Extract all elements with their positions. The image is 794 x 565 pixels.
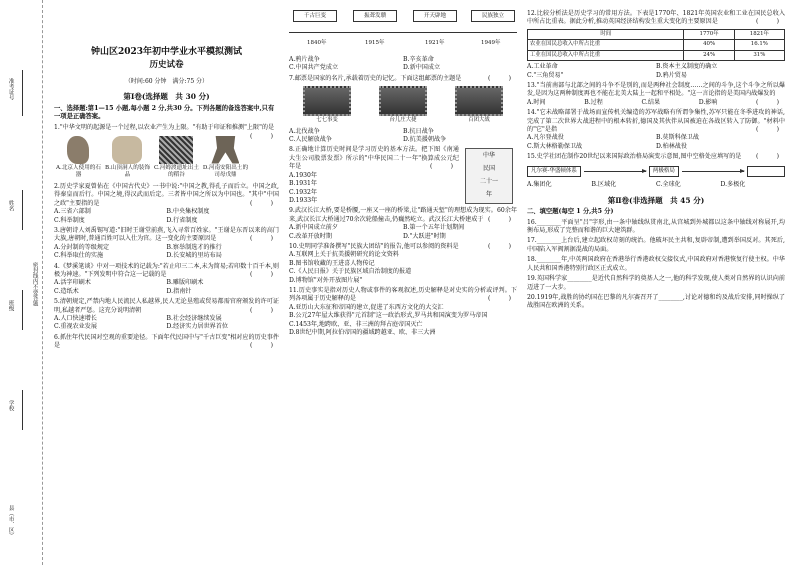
- q9-options: A.新中国成立前夕 B.第一个五年计划期间 C.改革开放时期 D."大跃进"时期: [289, 224, 465, 240]
- flow-blank-box: [747, 166, 785, 177]
- school-line: [22, 390, 23, 430]
- question-20: 20.1919年,战胜的协约国在巴黎的凡尔赛召开了________,讨论对德和约及战后安排,同时操纵了战胜国在欧洲的关系。: [527, 293, 785, 310]
- timeline-box-4: 民族独立: [471, 10, 515, 22]
- column-3: [527, 10, 785, 311]
- question-6: 6.抓住年代民国对空观的重要途径。下面年代民国中与"千古巨变"相对应的历史事件是 ( ): [54, 333, 279, 350]
- q14-options: A.凡尔登战役 B.莫斯科保卫战 C.斯大林格勒保卫战 D.柏林战役: [527, 134, 699, 150]
- part1-title: 第Ⅰ卷(选择题 共 30 分): [123, 92, 210, 102]
- timeline-year-1: 1840年: [307, 40, 327, 46]
- question-16: 16.________平面呈"吕"字形,由一条中轴线纵贯南北,从宫城到外城都以这条中轴线对称展开,均衡布局,形成了完整而和谐的巨大建筑群。: [527, 218, 785, 235]
- q4-options: A.活字印刷术 B.雕版印刷术 C.造纸术 D.指南针: [54, 279, 204, 295]
- question-18: 18.________年,中英两国政府在香港举行香港政权交接仪式,中国政府对香港恢复行使主权。中华人民共和国香港特别行政区正式成立。: [527, 256, 785, 272]
- stamp-1: 七七事变: [299, 86, 355, 124]
- q1-image-a: A.北京人使用的石器: [54, 136, 103, 180]
- q1-image-c: C.河姆渡遗址出土的稻谷: [152, 136, 201, 180]
- part2-title: 第Ⅱ卷(非选择题 共 45 分): [607, 195, 705, 205]
- q2-options: A.三省六部制 B.中央集权制度 C.科举制度 D.行省制度: [54, 208, 210, 224]
- table-header: 1770年: [684, 29, 734, 39]
- question-5: 5.清朝规定,严禁内地人民流民人私越界,民人无论垦殖或贸易都需官府颁发的许可证明,私越者严惩。这充分说明清朝 ( ) A.人口快速增长 B.社会经济继续发展 C.重视农业发展 D.经济实力居世界首位: [54, 298, 279, 331]
- flow-box-1: 凡尔赛-华盛顿体系: [527, 166, 581, 178]
- exam-meta: （时间:60 分钟 满分:75 分）: [124, 78, 209, 86]
- name-label: 姓名: [7, 200, 14, 211]
- timeline-year-4: 1949年: [481, 40, 501, 46]
- q15-options: A.集团化 B.区域化 C.全球化 D.多极化: [527, 181, 746, 189]
- ornament-image: [112, 136, 142, 164]
- question-9: 9.武汉长江大桥,要是桥腰,一座又一座的桥梁,让"路通天堑"的理想成为现实。60余年来,武汉长江大桥通过70余次轮船撞击,仍巍然屹立。武汉长江大桥建成于 ( ) A.新中国成立前夕 B.第一个五年计划期间 C.改革开放时期 D."大跃进"时期: [289, 207, 517, 240]
- question-14: 14."它未战略部署于战场而宣传机关编造的苏军战略有所谓争集性,苏军只能在冬季进攻的神话,完成了第二次世界大战进程中的根本转折,德国及其伙伴从国被迫在各战区转入了防御。"材料中的"它"是指 ( ) A.凡尔登战役 B.莫斯科保卫战 C.斯大林格勒保卫战 D.柏林战役: [527, 109, 785, 150]
- q5-options: A.人口快速增长 B.社会经济继续发展 C.重视农业发展 D.经济实力居世界首位: [54, 315, 228, 331]
- question-13: 13."当前南部与北部之间的斗争不是别的,而是两种社会制度……之间的斗争,这个斗争之所以爆发,是因为这两种制度再也不能在北美大陆上一起和平相处。"这一言论指的是美国内战爆发的 ( ) A.时间 B.过程 C.结果 D.影响: [527, 81, 785, 106]
- table-row: 农业在国民总收入中所占比重 40% 16.1%: [528, 40, 785, 50]
- timeline-box-2: 振聋发聩: [353, 10, 397, 22]
- question-7: 7.邮票是国家的名片,承载着历史的记忆。下面这组邮票的主题是 ( ) 七七事变 台儿庄大捷 百团大战 A.北伐战争 B.抗日战争 C.人民解放战争 D.抗美援朝战争: [289, 75, 517, 145]
- question-11: 11.历史事实是指对历史人物或事件的客观叙述,历史解释是对史实的分析或评判。下列各项属于历史解释的是 ( ) A.亚历山大东征和帝国的建立,促进了东西方文化的大交汇 B.公元27年屋大维获得"元首制"这一政治形式,罗马共和国演变为罗马帝国 C.1453年,地跨欧、亚、非三洲的拜占庭帝国灭亡 D.8世纪中期,阿拉伯帝国的疆域跨越亚、欧、非三大洲: [289, 286, 517, 337]
- q1-image-row: [54, 136, 250, 180]
- stamp-3: 百团大战: [451, 86, 507, 124]
- flow-box-2: 两极格局: [649, 166, 679, 178]
- q7-options: A.北伐战争 B.抗日战争 C.人民解放战争 D.抗美援朝战争: [289, 127, 447, 144]
- q8-options: A.1930年 B.1931年 C.1932年 D.1933年: [289, 171, 318, 204]
- exam-id-line: [22, 70, 23, 116]
- county-label: 县（市、区）: [7, 505, 14, 538]
- question-10: 10.史明同学准备撰写"民族大团结"的报告,他可以参阅的资料是 ( ) A.互联网上关于抗美援朝研究的论文资料 B.图书馆收藏的王进喜人物传记 C.《人民日报》关于民族区域自治制度的报道 D.博物馆"对外开放图片展": [289, 243, 517, 285]
- timeline-box-1: 千古巨变: [293, 10, 337, 22]
- column-1: [54, 10, 279, 351]
- question-19: 19.英国科学家________是近代自然科学的奠基人之一,他的科学发现,使人类对自然界的认识向前迈进了一大步。: [527, 275, 785, 291]
- timeline-axis: [289, 32, 517, 33]
- seal-warning: 密封线内不要答题: [31, 262, 38, 306]
- school-label: 学校: [7, 400, 14, 411]
- q7-stamps: [289, 86, 517, 124]
- question-17: 17.________上台后,建立起政权苛刻的统治。他破坏民主共和,复辟帝制,遭到举国反对。其死后,中国陷入军阀割据混战的局面。: [527, 237, 785, 253]
- section2-title: 二、填空题(每空 1 分,共5 分): [527, 207, 614, 215]
- q12-options: A.工业革命 B.资本主义制度的确立 C."三角贸易" D.鸦片贸易: [527, 63, 718, 79]
- timeline-year-3: 1921年: [425, 40, 445, 46]
- q6-options: A.鸦片战争 B.辛亥革命 C.中国共产党成立 D.新中国成立: [289, 56, 441, 72]
- q13-options: A.时间 B.过程 C.结果 D.影响: [527, 98, 718, 106]
- question-15: 15.史学社团在制作20世纪以来国际政治格局演变示意图,图中空格处应填写的是 ( ) 凡尔赛-华盛顿体系 两极格局 A.集团化 B.区域化 C.全球化 D.多极化: [527, 153, 785, 189]
- question-1: [54, 124, 279, 180]
- question-3: 3.唐朝诗人刘禹锡写道:"旧时王谢堂前燕,飞入寻常百姓家。"王谢是东晋以来的高门大族,唐朝时,普通百姓可以入仕为官。这一变化的主要原因是 ( ) A.分封制的等级规定 B.察举制选才的推行 C.科举取仕的实施 D.长安城的里坊布局: [54, 226, 279, 260]
- flow-arrow-icon: [584, 171, 646, 172]
- class-line: [22, 290, 23, 330]
- question-12: 12.比较分析法是历史学习的常用方法。下表是1770年、1821年英国农业和工业在国民总收入中所占比重表。据此分析,推动英国经济结构发生重大变化的主要原因是 ( ) 时间 1770年 1821年 农业在国民总收入中所占比重 40% 16.1% 工业在国民总收入中所占比重 24% 31% A.工业革命 B.资本主义制度的确立 C."三角贸易" D.鸦片贸易: [527, 10, 785, 79]
- q11-options: A.亚历山大东征和帝国的建立,促进了东西方文化的大交汇 B.公元27年屋大维获得"元首制"这一政治形式,罗马共和国演变为罗马帝国 C.1453年,地跨欧、亚、非三洲的拜占庭帝国灭亡 D.8世纪中期,阿拉伯帝国的疆域跨越亚、欧、非三大洲: [289, 303, 488, 337]
- bronze-ding-image: [211, 136, 239, 164]
- question-4: 4.《梦溪笔谈》中对一项技术的记载为:"若止印三二本,未为简易;若印数十百千本,则极为神速。"下列发明中符合这一记载的是 ( ) A.活字印刷术 B.雕版印刷术 C.造纸术 D.指南针: [54, 262, 279, 295]
- q12-table: [527, 29, 785, 61]
- column-2: [289, 10, 517, 337]
- class-label: 班级: [7, 300, 14, 311]
- stamp-2: 台儿庄大捷: [375, 86, 431, 124]
- q10-options: A.互联网上关于抗美援朝研究的论文资料 B.图书馆收藏的王进喜人物传记 C.《人民日报》关于民族区域自治制度的报道 D.博物馆"对外开放图片展": [289, 251, 412, 284]
- question-8: 中华 民国 二十一 年 8.正确地计算历史时间是学习历史的基本方法。把下图《南通大生公司股票发票》所示的"中华民国二十一年"换算成公元纪年是 ( ) A.1930年 B.1931年 C.1932年 D.1933年: [289, 146, 517, 205]
- q1-answer-paren: ( ): [249, 132, 273, 140]
- exam-subtitle: 历史试卷: [149, 60, 184, 71]
- timeline-year-2: 1915年: [365, 40, 385, 46]
- rice-image: [159, 136, 193, 164]
- stone-tool-image: [67, 136, 89, 164]
- q1-image-d: D.河南安阳出土的司母戊鼎: [201, 136, 250, 180]
- name-line: [22, 190, 23, 230]
- q8-stock-cover-image: 中华 民国 二十一 年: [465, 148, 513, 204]
- q6-timeline: [289, 10, 517, 56]
- timeline-box-3: 开天辟地: [413, 10, 457, 22]
- binding-margin: [0, 0, 43, 565]
- q3-options: A.分封制的等级规定 B.察举制选才的推行 C.科举取仕的实施 D.长安城的里坊布局: [54, 243, 222, 260]
- q1-stem: 1."中华文明的起源是一个过程,以农业产生为上限。"有助于印证和推测"上限"的是: [54, 124, 275, 132]
- exam-id-label: 准考证号: [7, 78, 14, 100]
- q15-flow-diagram: [527, 166, 785, 178]
- flow-arrow-icon: [682, 171, 744, 172]
- question-2: 2.历史学家夏曾佑在《中国古代史》一书中说:"中国之教,得孔子而后立。中国之政,得秦皇而后行。中国之境,得汉武而后定。三者皆中国之所以为中国也。"其中"中国之政"主要指的是 ( ) A.三省六部制 B.中央集权制度 C.科举制度 D.行省制度: [54, 182, 279, 224]
- table-header: 时间: [528, 29, 684, 39]
- table-row: 工业在国民总收入中所占比重 24% 31%: [528, 50, 785, 60]
- exam-title: 钟山区2023年初中学业水平模拟测试: [90, 47, 243, 57]
- section1-title: 一、选择题:第1—15 小题,每小题 2 分,共30 分。下列各题的备选答案中,只有一项是正确答案。: [54, 104, 275, 121]
- q1-image-b: B.山顶洞人的装饰品: [103, 136, 152, 180]
- table-header: 1821年: [734, 29, 784, 39]
